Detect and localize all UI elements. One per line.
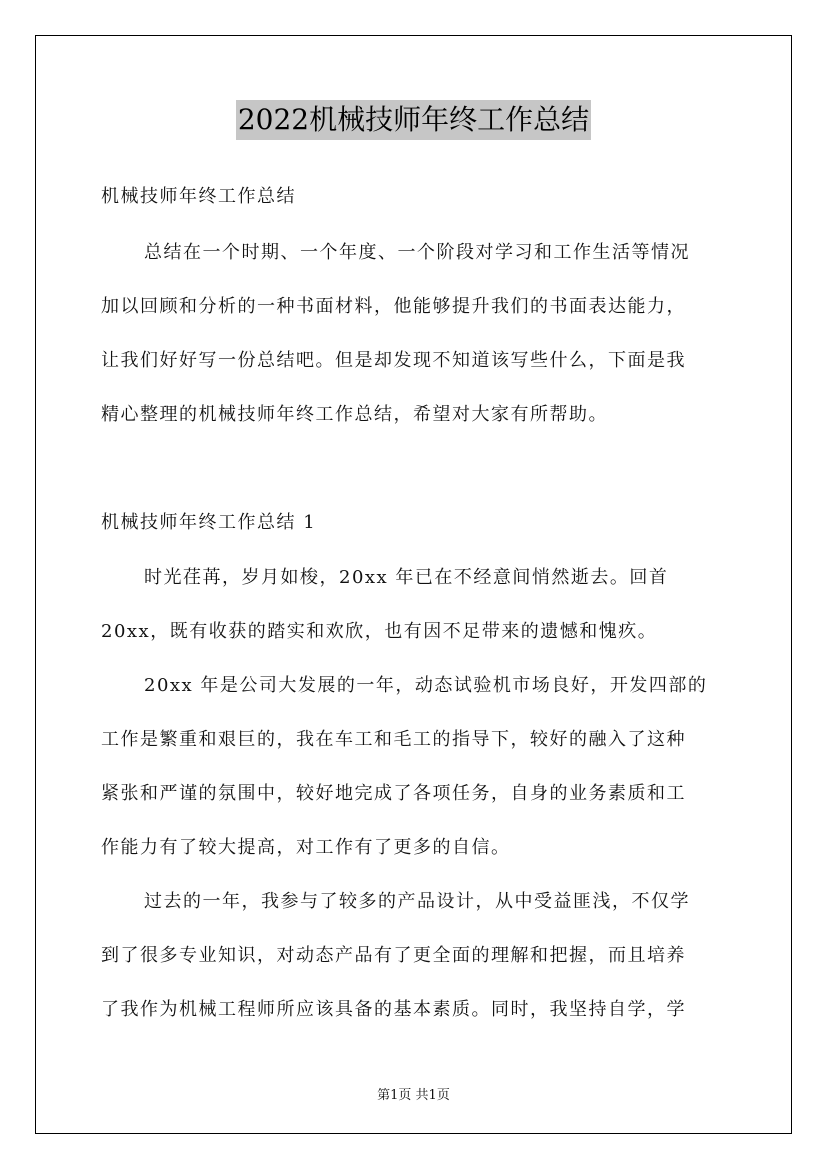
section-line: 紧张和严谨的氛围中，较好地完成了各项任务，自身的业务素质和工 <box>101 783 686 804</box>
section-line: 作能力有了较大提高，对工作有了更多的自信。 <box>101 837 511 858</box>
title-container <box>0 100 827 140</box>
intro-line: 精心整理的机械技师年终工作总结，希望对大家有所帮助。 <box>101 404 608 425</box>
section-line: 20xx 年是公司大发展的一年，动态试验机市场良好，开发四部的 <box>144 675 708 696</box>
section-line: 时光荏苒，岁月如梭，20xx 年已在不经意间悄然逝去。回首 <box>144 567 669 588</box>
section-line: 了我作为机械工程师所应该具备的基本素质。同时，我坚持自学，学 <box>101 999 686 1020</box>
section-line: 工作是繁重和艰巨的，我在车工和毛工的指导下，较好的融入了这种 <box>101 729 686 750</box>
intro-line: 让我们好好写一份总结吧。但是却发现不知道该写些什么，下面是我 <box>101 350 686 371</box>
intro-line: 总结在一个时期、一个年度、一个阶段对学习和工作生活等情况 <box>144 242 690 263</box>
intro-line: 加以回顾和分析的一种书面材料，他能够提升我们的书面表达能力， <box>101 296 686 317</box>
section-line: 20xx，既有收获的踏实和欢欣，也有因不足带来的遗憾和愧疚。 <box>101 621 658 642</box>
page-number: 第1页 共1页 <box>377 1088 450 1103</box>
section-heading: 机械技师年终工作总结 1 <box>101 512 317 533</box>
section-line: 到了很多专业知识，对动态产品有了更全面的理解和把握，而且培养 <box>101 945 686 966</box>
document-subtitle: 机械技师年终工作总结 <box>101 186 296 207</box>
document-title: 2022机械技师年终工作总结 <box>236 100 591 140</box>
section-line: 过去的一年，我参与了较多的产品设计，从中受益匪浅，不仅学 <box>144 891 690 912</box>
